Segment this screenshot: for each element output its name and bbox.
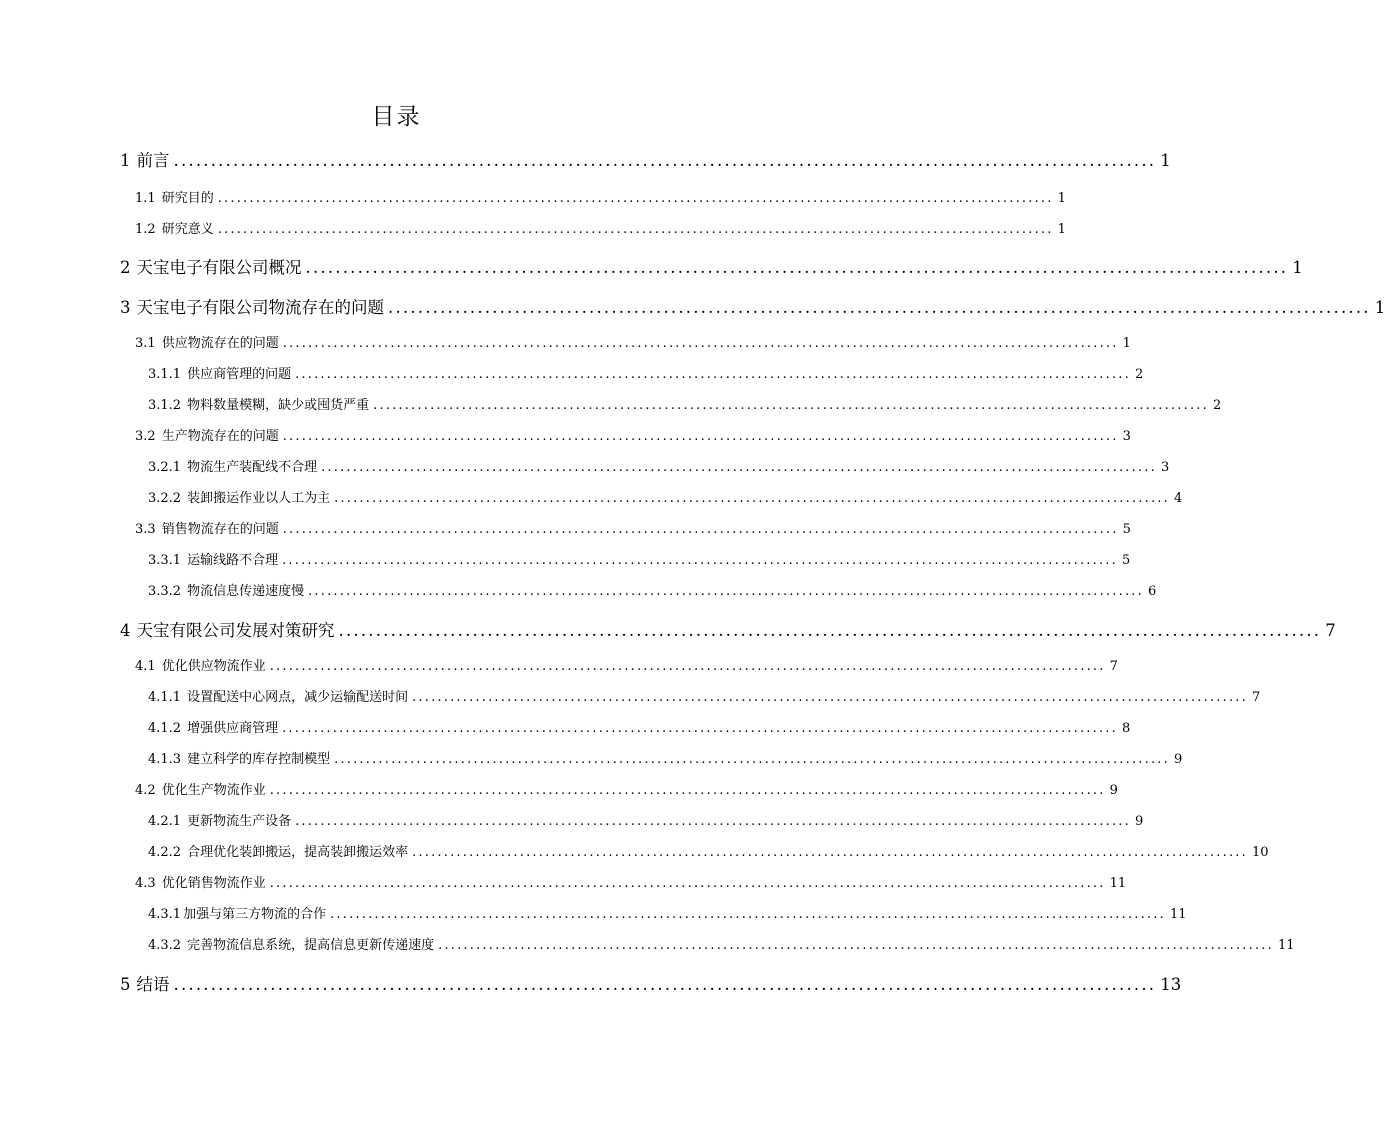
toc-entry[interactable] [148, 394, 1222, 413]
toc-leader: .................................................................................................................................... [282, 553, 1118, 568]
toc-page: 7 [1325, 621, 1336, 640]
toc-leader: .................................................................................................................................... [173, 975, 1157, 994]
toc-page: 1 [1160, 151, 1171, 170]
toc-page: 2 [1212, 398, 1222, 413]
toc-number: 3.3 [135, 522, 156, 537]
toc-page: 7 [1251, 690, 1261, 705]
toc-entry[interactable] [135, 779, 1118, 798]
toc-text: 更新物流生产设备 [187, 814, 292, 829]
toc-number: 3.2 [135, 429, 156, 444]
toc-entry[interactable] [148, 934, 1295, 953]
toc-text: 结语 [136, 975, 170, 994]
toc-entry[interactable] [135, 425, 1131, 444]
toc-text: 物料数量模糊，缺少或囤货严重 [187, 398, 370, 413]
toc-text: 建立科学的库存控制模型 [187, 752, 331, 767]
toc-text: 物流生产装配线不合理 [187, 460, 318, 475]
toc-number: 3.3.1 [148, 553, 182, 568]
toc-page: 10 [1251, 845, 1269, 860]
toc-entry[interactable] [148, 903, 1187, 922]
toc-page: 3 [1122, 429, 1131, 444]
toc-entry[interactable] [120, 254, 1303, 278]
toc-text: 供应商管理的问题 [187, 367, 292, 382]
toc-text: 优化供应物流作业 [161, 659, 266, 674]
toc-page: 1 [1292, 258, 1303, 277]
toc-number: 4.2 [135, 783, 156, 798]
toc-text: 天宝有限公司发展对策研究 [136, 621, 335, 640]
toc-text: 供应物流存在的问题 [161, 336, 279, 351]
toc-leader: .................................................................................................................................... [282, 336, 1119, 351]
toc-text: 完善物流信息系统，提高信息更新传递速度 [187, 938, 435, 953]
toc-entry[interactable] [148, 810, 1144, 829]
toc-text: 加强与第三方物流的合作 [183, 907, 327, 922]
toc-text: 天宝电子有限公司物流存在的问题 [136, 298, 384, 317]
toc-text: 装卸搬运作业以人工为主 [187, 491, 331, 506]
toc-text: 合理优化装卸搬运，提高装卸搬运效率 [187, 845, 409, 860]
toc-page: 5 [1122, 522, 1131, 537]
toc-leader: .................................................................................................................................... [305, 258, 1289, 277]
toc-number: 3.1.2 [148, 398, 182, 413]
toc-page: 7 [1109, 659, 1118, 674]
toc-page: 8 [1121, 721, 1131, 736]
toc-number: 3.3.2 [148, 584, 182, 599]
toc-entry[interactable] [135, 187, 1066, 206]
toc-leader: .................................................................................................................................... [334, 752, 1170, 767]
page-title: 目录 [371, 104, 422, 130]
toc-number: 1.2 [135, 222, 156, 237]
toc-entry[interactable] [120, 294, 1385, 318]
toc-entry[interactable] [148, 549, 1131, 568]
toc-text: 研究意义 [161, 222, 214, 237]
toc-text: 运输线路不合理 [187, 553, 279, 568]
toc-number: 4.1.3 [148, 752, 182, 767]
toc-entry[interactable] [120, 971, 1182, 995]
toc-number: 4.3.1 [148, 907, 182, 922]
toc-leader: .................................................................................................................................... [269, 659, 1106, 674]
toc-leader: .................................................................................................................................... [334, 491, 1170, 506]
toc-number: 3.2.2 [148, 491, 182, 506]
toc-number: 4 [120, 621, 131, 640]
toc-entry[interactable] [148, 717, 1131, 736]
toc-leader: .................................................................................................................................... [269, 783, 1106, 798]
toc-page: 3 [1160, 460, 1170, 475]
toc-text: 优化生产物流作业 [161, 783, 266, 798]
toc-page: 9 [1173, 752, 1183, 767]
toc-entry[interactable] [148, 686, 1261, 705]
toc-number: 4.2.2 [148, 845, 182, 860]
toc-text: 前言 [136, 151, 170, 170]
toc-entry[interactable] [148, 487, 1183, 506]
toc-page: 1 [1057, 222, 1066, 237]
toc-number: 3.2.1 [148, 460, 182, 475]
toc-page: 4 [1173, 491, 1183, 506]
toc-text: 销售物流存在的问题 [161, 522, 279, 537]
toc-entry[interactable] [135, 872, 1127, 891]
toc-entry[interactable] [148, 363, 1144, 382]
toc-number: 4.1 [135, 659, 156, 674]
toc-leader: .................................................................................................................................... [321, 460, 1157, 475]
toc-entry[interactable] [135, 332, 1131, 351]
toc-entry[interactable] [135, 218, 1066, 237]
toc-leader: .................................................................................................................................... [330, 907, 1166, 922]
toc-text: 物流信息传递速度慢 [187, 584, 305, 599]
toc-number: 2 [120, 258, 131, 277]
toc-leader: .................................................................................................................................... [295, 814, 1131, 829]
toc-leader: .................................................................................................................................... [269, 876, 1106, 891]
toc-number: 5 [120, 975, 131, 994]
toc-number: 3 [120, 298, 131, 317]
toc-entry[interactable] [148, 580, 1157, 599]
toc-page: 2 [1134, 367, 1144, 382]
toc-entry[interactable] [148, 748, 1183, 767]
toc-page: 13 [1160, 975, 1182, 994]
toc-page: 11 [1169, 907, 1187, 922]
toc-leader: .................................................................................................................................... [217, 191, 1054, 206]
toc-leader: .................................................................................................................................... [217, 222, 1054, 237]
toc-number: 4.3.2 [148, 938, 182, 953]
toc-text: 研究目的 [161, 191, 214, 206]
toc-entry[interactable] [120, 147, 1171, 171]
toc-page: 11 [1277, 938, 1295, 953]
toc-leader: .................................................................................................................................... [282, 429, 1119, 444]
toc-page: 1 [1374, 298, 1385, 317]
toc-entry[interactable] [148, 456, 1170, 475]
toc-number: 3.1.1 [148, 367, 182, 382]
toc-page: 9 [1109, 783, 1118, 798]
toc-page: 9 [1134, 814, 1144, 829]
toc-leader: .................................................................................................................................... [373, 398, 1209, 413]
toc-leader: .................................................................................................................................... [388, 298, 1371, 317]
toc-page: 6 [1147, 584, 1157, 599]
toc-number: 1 [120, 151, 131, 170]
toc-entry[interactable] [135, 655, 1118, 674]
toc-entry[interactable] [135, 518, 1131, 537]
toc-leader: .................................................................................................................................... [282, 721, 1118, 736]
toc-number: 1.1 [135, 191, 156, 206]
toc-text: 天宝电子有限公司概况 [136, 258, 302, 277]
toc-leader: .................................................................................................................................... [412, 690, 1248, 705]
toc-leader: .................................................................................................................................... [282, 522, 1119, 537]
toc-leader: .................................................................................................................................... [438, 938, 1274, 953]
toc-number: 4.2.1 [148, 814, 182, 829]
toc-text: 设置配送中心网点，减少运输配送时间 [187, 690, 409, 705]
toc-page: 5 [1121, 553, 1131, 568]
toc-leader: .................................................................................................................................... [338, 621, 1322, 640]
toc-text: 生产物流存在的问题 [161, 429, 279, 444]
toc-page: 1 [1057, 191, 1066, 206]
toc-number: 3.1 [135, 336, 156, 351]
toc-leader: .................................................................................................................................... [173, 151, 1157, 170]
toc-text: 增强供应商管理 [187, 721, 279, 736]
toc-text: 优化销售物流作业 [161, 876, 266, 891]
toc-number: 4.3 [135, 876, 156, 891]
toc-entry[interactable] [120, 617, 1336, 641]
toc-entry[interactable] [148, 841, 1269, 860]
toc-number: 4.1.1 [148, 690, 182, 705]
toc-page: 11 [1109, 876, 1127, 891]
toc-page: 1 [1122, 336, 1131, 351]
toc-leader: .................................................................................................................................... [295, 367, 1131, 382]
toc-leader: .................................................................................................................................... [308, 584, 1144, 599]
toc-number: 4.1.2 [148, 721, 182, 736]
toc-leader: .................................................................................................................................... [412, 845, 1248, 860]
